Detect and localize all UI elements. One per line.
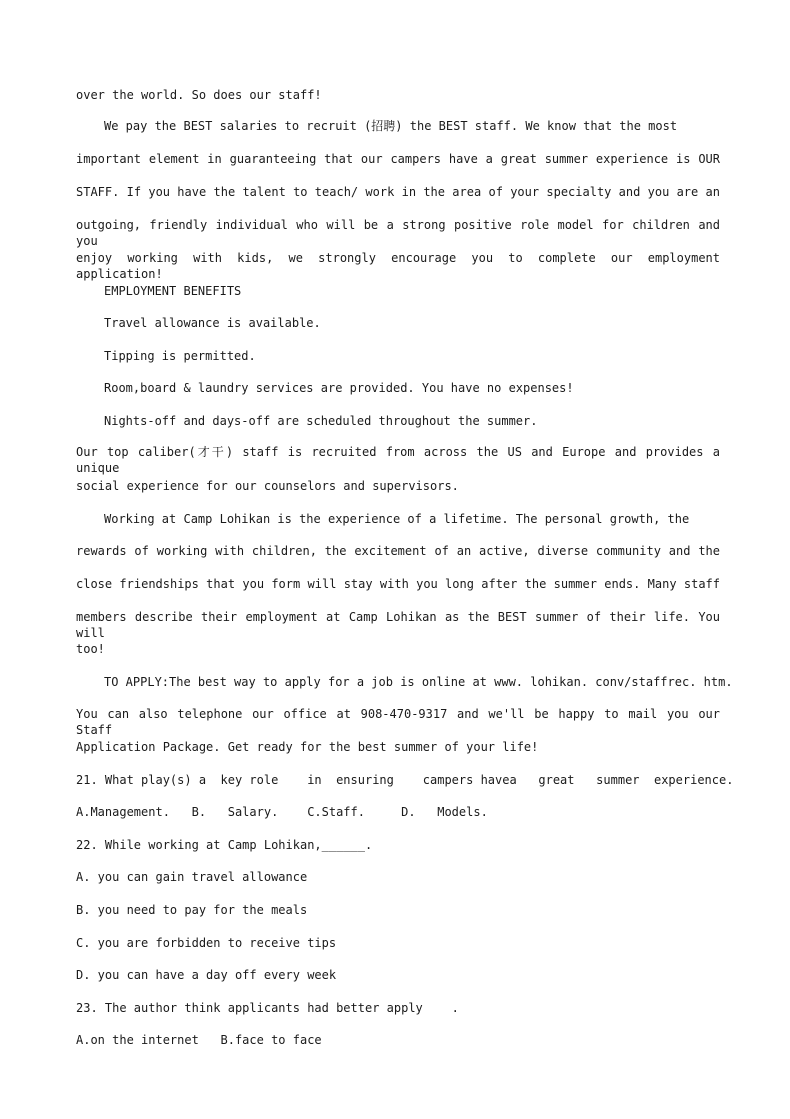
para3-line: Working at Camp Lohikan is the experience of a lifetime. The personal growth, the: [104, 512, 690, 526]
question-22-option: D. you can have a day off every week: [76, 968, 337, 982]
benefits-heading: EMPLOYMENT BENEFITS: [104, 284, 242, 298]
para3-line: rewards of working with children, the excitement of an active, diverse community and the: [76, 544, 720, 558]
para2-line: Our top caliber(才干) staff is recruited from across the US and Europe and provides a unique: [76, 445, 720, 475]
question-22-stem: 22. While working at Camp Lohikan,______.: [76, 838, 373, 852]
question-23-stem: 23. The author think applicants had better apply .: [76, 1001, 459, 1015]
question-23-options: A.on the internet B.face to face: [76, 1033, 322, 1047]
benefit-item: Room,board & laundry services are provided. You have no expenses!: [104, 381, 574, 395]
benefit-item: Tipping is permitted.: [104, 349, 256, 363]
benefit-item: Nights-off and days-off are scheduled throughout the summer.: [104, 414, 538, 428]
para1-line: important element in guaranteeing that our campers have a great summer experience is OUR: [76, 152, 720, 166]
benefit-item: Travel allowance is available.: [104, 316, 321, 330]
apply-line: TO APPLY:The best way to apply for a job is online at www. lohikan. conv/staffrec. htm.: [104, 675, 733, 689]
question-22-option: B. you need to pay for the meals: [76, 903, 308, 917]
question-21-options: A.Management. B. Salary. C.Staff. D. Models.: [76, 805, 488, 819]
para3-line: too!: [76, 642, 105, 656]
question-21-stem: 21. What play(s) a key role in ensuring campers havea great summer experience.: [76, 773, 734, 787]
apply-line: You can also telephone our office at 908-470-9317 and we'll be happy to mail you our Staff: [76, 707, 720, 737]
para2-line: social experience for our counselors and supervisors.: [76, 479, 459, 493]
question-22-option: C. you are forbidden to receive tips: [76, 936, 337, 950]
apply-line: Application Package. Get ready for the best summer of your life!: [76, 740, 539, 754]
para1-line: enjoy working with kids, we strongly encourage you to complete our employment application!: [76, 251, 720, 281]
question-22-option: A. you can gain travel allowance: [76, 870, 308, 884]
para3-line: members describe their employment at Camp Lohikan as the BEST summer of their life. You will: [76, 610, 720, 640]
intro-end-line: over the world. So does our staff!: [76, 88, 322, 102]
para1-line: outgoing, friendly individual who will be a strong positive role model for children and you: [76, 218, 720, 248]
para1-line: STAFF. If you have the talent to teach/ work in the area of your specialty and you are an: [76, 185, 720, 199]
para3-line: close friendships that you form will stay with you long after the summer ends. Many staff: [76, 577, 720, 591]
para1-line: We pay the BEST salaries to recruit (招聘) the BEST staff. We know that the most: [104, 119, 678, 133]
